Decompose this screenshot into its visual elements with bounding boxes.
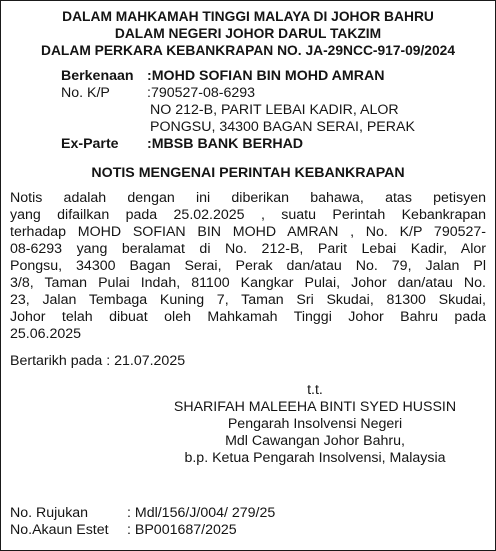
- signature-tt: t.t.: [307, 382, 323, 398]
- berkenaan-value: :MOHD SOFIAN BIN MOHD AMRAN: [147, 68, 385, 84]
- body-line: yang difailkan pada 25.02.2025 , suatu Perintah Kebankrapan: [10, 207, 486, 223]
- body-line: 23, Jalan Tembaga Kuning 7, Taman Sri Skudai, 81300 Skudai,: [10, 292, 486, 308]
- exparte-label: Ex-Parte: [61, 136, 119, 152]
- reference-block: [10, 505, 275, 539]
- body-line: 3/8, Taman Pulai Indah, 81100 Kangkar Pulai, Johor dan/atau No.: [10, 275, 486, 291]
- court-heading-line-2: DALAM NEGERI JOHOR DARUL TAKZIM: [114, 26, 382, 41]
- notice-title: NOTIS MENGENAI PERINTAH KEBANKRAPAN: [91, 165, 405, 181]
- rujukan-label: No. Rujukan: [10, 505, 89, 521]
- rujukan-value: : Mdl/156/J/004/ 279/25: [127, 505, 276, 521]
- court-heading-line-1: DALAM MAHKAMAH TINGGI MALAYA DI JOHOR BAHRU: [62, 9, 434, 24]
- nokp-label: No. K/P: [61, 85, 110, 101]
- signatory-title-2: Mdl Cawangan Johor Bahru,: [225, 433, 405, 449]
- body-line: 25.06.2025: [10, 326, 82, 342]
- berkenaan-row: [61, 68, 486, 85]
- exparte-row: [61, 136, 486, 153]
- exparte-value: :MBSB BANK BERHAD: [147, 136, 304, 152]
- berkenaan-label: Berkenaan: [61, 68, 134, 84]
- case-number-heading: DALAM PERKARA KEBANKRAPAN NO. JA-29NCC-917-09/2024: [41, 43, 455, 58]
- nokp-row: [61, 85, 486, 102]
- signatory-title-1: Pengarah Insolvensi Negeri: [227, 416, 403, 432]
- address-line-1: NO 212-B, PARIT LEBAI KADIR, ALOR: [150, 102, 399, 118]
- nokp-value: :790527-08-6293: [147, 85, 256, 101]
- body-line: Johor telah dibuat oleh Mahkamah Tinggi Johor Bahru pada: [10, 309, 486, 325]
- signatory-name: SHARIFAH MALEEHA BINTI SYED HUSSIN: [173, 399, 457, 415]
- notice-body: [10, 190, 486, 343]
- address-block: [150, 102, 486, 136]
- body-line: 08-6293 yang beralamat di No. 212-B, Parit Lebai Kadir, Alor: [10, 241, 486, 257]
- akaun-label: No.Akaun Estet: [10, 522, 109, 538]
- dated-line: Bertarikh pada : 21.07.2025: [10, 353, 186, 369]
- akaun-value: : BP001687/2025: [127, 522, 237, 538]
- signature-block: [145, 382, 485, 467]
- body-line: terhadap MOHD SOFIAN BIN MOHD AMRAN , No. K/P 790527-: [10, 224, 486, 240]
- address-line-2: PONGSU, 34300 BAGAN SERAI, PERAK: [150, 119, 415, 135]
- rujukan-row: [10, 505, 275, 522]
- signatory-title-3: b.p. Ketua Pengarah Insolvensi, Malaysia: [184, 450, 446, 466]
- parties-block: [61, 68, 486, 153]
- body-line: Notis adalah dengan ini diberikan bahawa, atas petisyen: [10, 190, 486, 206]
- akaun-row: [10, 522, 275, 539]
- body-line: Pongsu, 34300 Bagan Serai, Perak dan/atau No. 79, Jalan Pl: [10, 258, 486, 274]
- court-heading: [10, 8, 486, 59]
